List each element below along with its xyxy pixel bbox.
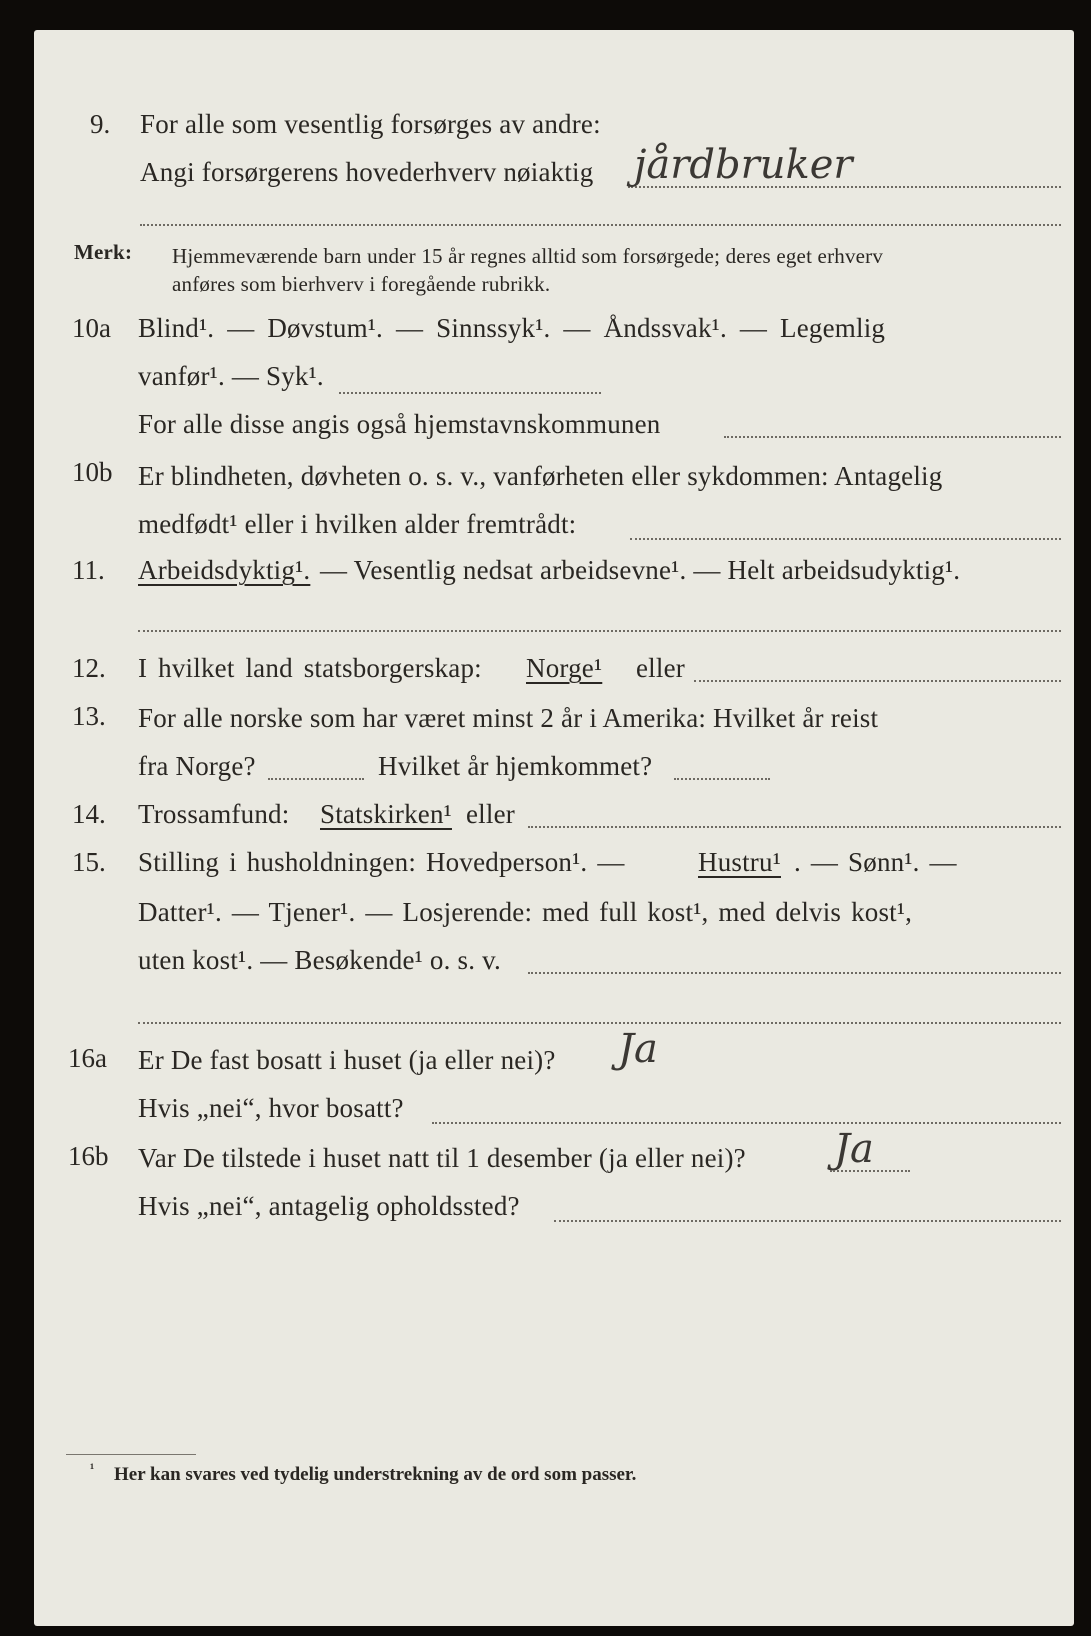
q16b-answer-line (830, 1170, 910, 1172)
q15-household-line-2: Datter¹. — Tjener¹. — Losjerende: med full kost¹, med delvis kost¹, (138, 897, 913, 927)
q13-number: 13. (72, 701, 106, 731)
q10a-options: Blind¹. — Døvstum¹. — Sinnssyk¹. — Åndssvak¹. — Legemlig (138, 313, 886, 343)
q10a-options-cont: vanfør¹. — Syk¹. (138, 361, 324, 391)
q11-other-options: — Vesentlig nedsat arbeidsevne¹. — Helt arbeidsudyktig¹. (320, 555, 961, 585)
q14-option-state-church: Statskirken¹ (320, 799, 452, 829)
q13-return-label: Hvilket år hjemkommet? (378, 751, 653, 781)
q15-household-line-3: uten kost¹. — Besøkende¹ o. s. v. (138, 945, 502, 975)
q13-question: For alle norske som har været minst 2 år i Amerika: Hvilket år reist (138, 703, 879, 733)
q10a-number: 10a (72, 313, 111, 343)
q10b-number: 10b (72, 457, 113, 487)
q16b-question: Var De tilstede i huset natt til 1 desember (ja eller nei)? (138, 1143, 746, 1173)
q16b-stay-label: Hvis „nei“, antagelig opholdssted? (138, 1191, 520, 1221)
q16b-number: 16b (68, 1141, 109, 1171)
q11-option-able: Arbeidsdyktig¹. (138, 555, 311, 585)
q13-departure-label: fra Norge? (138, 751, 256, 781)
q9-number: 9. (90, 109, 111, 139)
q15-answer-line (528, 972, 1061, 974)
note-line-1: Hjemmeværende barn under 15 år regnes alltid som forsørgede; deres eget erhverv (172, 244, 884, 268)
q10a-home-municipality-label: For alle disse angis også hjemstavnskommunen (138, 409, 661, 439)
q16a-where-label: Hvis „nei“, hvor bosatt? (138, 1093, 404, 1123)
note-line-2: anføres som bierhverv i foregående rubrikk. (172, 272, 551, 296)
q16b-handwritten-answer: Ja (834, 1126, 874, 1172)
q10b-question: Er blindheten, døvheten o. s. v., vanførheten eller sykdommen: Antagelig (138, 461, 943, 491)
q14-answer-line (528, 826, 1061, 828)
q15-extra-line (138, 1022, 1061, 1024)
q15-household-line-1-end: . — Sønn¹. — (794, 847, 957, 877)
q16a-handwritten-answer: Ja (618, 1026, 658, 1072)
q10a-municipality-line (724, 436, 1061, 438)
q12-or: eller (636, 653, 685, 683)
q16b-stay-line (554, 1220, 1061, 1222)
q13-departure-line (268, 778, 364, 780)
q16a-question: Er De fast bosatt i huset (ja eller nei)? (138, 1045, 556, 1075)
q10a-sick-line (339, 392, 601, 394)
q9-handwritten-answer: jårdbruker (634, 142, 853, 188)
q12-option-norway: Norge¹ (526, 653, 603, 683)
q15-option-wife: Hustru¹ (698, 847, 781, 877)
footnote-rule (66, 1454, 196, 1455)
census-form-page (34, 30, 1074, 1626)
q12-question: I hvilket land statsborgerskap: (138, 653, 482, 683)
q12-number: 12. (72, 653, 106, 683)
note-label: Merk: (74, 240, 133, 264)
q9-extra-line (140, 224, 1061, 226)
q9-provider-label: Angi forsørgerens hovederhverv nøiaktig (140, 157, 594, 187)
q14-label: Trossamfund: (138, 799, 290, 829)
q13-return-line (674, 778, 770, 780)
q10b-question-cont: medfødt¹ eller i hvilken alder fremtrådt: (138, 509, 577, 539)
q15-household-line-1: Stilling i husholdningen: Hovedperson¹. — (138, 847, 625, 877)
footnote-mark: ¹ (90, 1462, 95, 1477)
q12-answer-line (694, 680, 1061, 682)
q10b-answer-line (630, 538, 1061, 540)
q16a-answer-line (432, 1122, 1061, 1124)
q14-number: 14. (72, 799, 106, 829)
q11-number: 11. (72, 555, 105, 585)
q16a-number: 16a (68, 1043, 107, 1073)
q11-extra-line (138, 630, 1061, 632)
q14-or: eller (466, 799, 515, 829)
footnote-text: Her kan svares ved tydelig understrekning av de ord som passer. (114, 1464, 637, 1485)
q15-number: 15. (72, 847, 106, 877)
q9-question: For alle som vesentlig forsørges av andre: (140, 109, 601, 139)
